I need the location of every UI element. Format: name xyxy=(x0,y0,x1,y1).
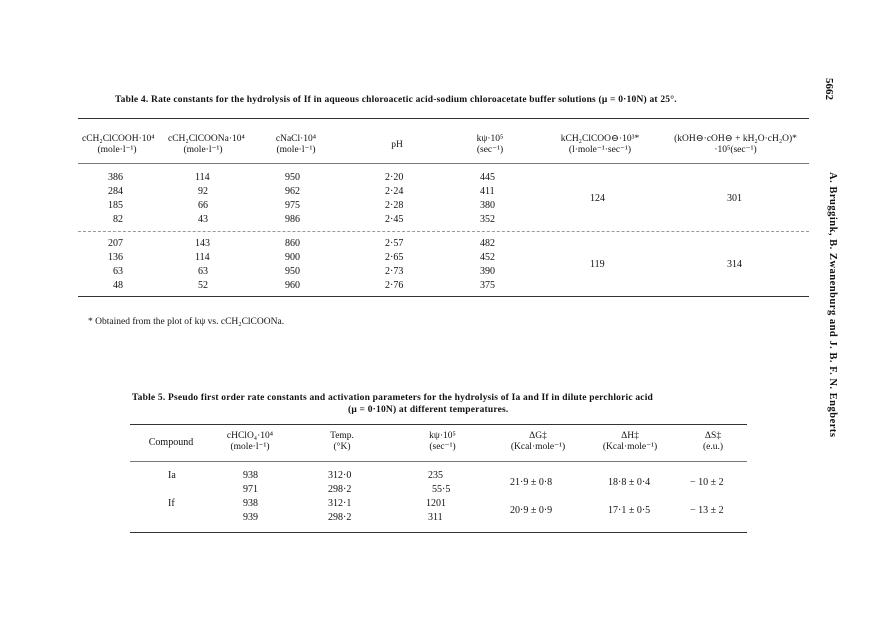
t5-cell: 298·2 xyxy=(328,484,352,495)
t4-col1-header: cCH₂ClCOOH·10⁴ (mole·l⁻¹) xyxy=(82,134,155,155)
t4-col6-header: kCH₂ClCOO⊖·10³* (l·mole⁻¹·sec⁻¹) xyxy=(560,134,640,155)
t4-group1-kw: 301 xyxy=(727,193,742,204)
t4-group2-k: 119 xyxy=(590,259,605,270)
t4-cell: 2·20 xyxy=(385,172,404,183)
t4-cell: 452 xyxy=(480,252,495,263)
t4-cell: 2·28 xyxy=(385,200,404,211)
table4-caption: Table 4. Rate constants for the hydrolysis of If in aqueous chloroacetic acid-sodium chloroacetate buffer solutions (μ = 0·10N) at 25°. xyxy=(115,95,677,105)
table4-group-divider xyxy=(78,231,809,232)
t5-col5-header: ΔG‡ (Kcal·mole⁻¹) xyxy=(510,431,566,452)
t4-cell: 82 xyxy=(113,214,123,225)
t5-if-dS: − 13 ± 2 xyxy=(690,505,724,516)
t5-cell: 971 xyxy=(243,484,258,495)
t4-cell: 52 xyxy=(198,280,208,291)
t4-cell: 986 xyxy=(285,214,300,225)
t5-cell: 311 xyxy=(428,512,443,523)
t4-col2-header: cCH₂ClCOONa·10⁴ (mole·l⁻¹) xyxy=(168,134,245,155)
table5-header-rule xyxy=(130,461,747,462)
t4-cell: 143 xyxy=(195,238,210,249)
t4-cell: 92 xyxy=(198,186,208,197)
t5-cell: If xyxy=(168,498,175,509)
t5-cell: 235 xyxy=(428,470,443,481)
t5-if-dH: 17·1 ± 0·5 xyxy=(608,505,651,516)
t4-cell: 962 xyxy=(285,186,300,197)
t4-cell: 66 xyxy=(198,200,208,211)
table5-caption-line2: (μ = 0·10N) at different temperatures. xyxy=(348,405,509,415)
t4-cell: 2·76 xyxy=(385,280,404,291)
t4-cell: 352 xyxy=(480,214,495,225)
t4-cell: 48 xyxy=(113,280,123,291)
t5-cell: Ia xyxy=(168,470,176,481)
t4-cell: 975 xyxy=(285,200,300,211)
t4-cell: 482 xyxy=(480,238,495,249)
t4-group1-k: 124 xyxy=(590,193,605,204)
t4-cell: 900 xyxy=(285,252,300,263)
t4-cell: 114 xyxy=(195,172,210,183)
t5-cell: 938 xyxy=(243,498,258,509)
t5-cell: 312·1 xyxy=(328,498,352,509)
t5-cell: 939 xyxy=(243,512,258,523)
t4-cell: 2·65 xyxy=(385,252,404,263)
table4-bottom-rule xyxy=(78,296,809,297)
t5-col7-header: ΔS‡ (e.u.) xyxy=(702,431,724,452)
t4-cell: 375 xyxy=(480,280,495,291)
t4-group2-kw: 314 xyxy=(727,259,742,270)
t5-cell: 55·5 xyxy=(432,484,451,495)
t4-cell: 860 xyxy=(285,238,300,249)
t4-cell: 445 xyxy=(480,172,495,183)
t4-col7-header: (kOH⊖·cOH⊖ + kH₂O·cH₂O)* ·10⁵(sec⁻¹) xyxy=(674,134,797,155)
table4-top-rule xyxy=(78,118,809,119)
t4-col4-header: pH xyxy=(391,140,403,150)
t4-cell: 63 xyxy=(113,266,123,277)
table4-footnote: * Obtained from the plot of kψ vs. cCH₂ClCOONa. xyxy=(88,317,285,327)
running-head: A. Bruggink, B. Zwanenburg and J. B. F. N. Engberts xyxy=(827,172,838,438)
t4-cell: 43 xyxy=(198,214,208,225)
t5-cell: 938 xyxy=(243,470,258,481)
t4-cell: 2·24 xyxy=(385,186,404,197)
t4-cell: 390 xyxy=(480,266,495,277)
t4-cell: 2·57 xyxy=(385,238,404,249)
table5-caption-line1: Table 5. Pseudo first order rate constants and activation parameters for the hydrolysis of Ia and If in dilute perchloric acid xyxy=(132,393,654,403)
t4-col3-header: cNaCl·10⁴ (mole·l⁻¹) xyxy=(275,134,317,155)
t5-cell: 298·2 xyxy=(328,512,352,523)
t5-cell: 1201 xyxy=(426,498,446,509)
table4-header-rule xyxy=(78,163,809,164)
t4-cell: 2·45 xyxy=(385,214,404,225)
t4-cell: 950 xyxy=(285,172,300,183)
t4-cell: 136 xyxy=(108,252,123,263)
t5-col1-header: Compound xyxy=(148,437,194,448)
t4-cell: 284 xyxy=(108,186,123,197)
table5-bottom-rule xyxy=(130,532,747,533)
t5-col4-header: kψ·10⁵ (sec⁻¹) xyxy=(429,431,456,452)
t4-cell: 411 xyxy=(480,186,495,197)
t5-cell: 312·0 xyxy=(328,470,352,481)
t5-if-dG: 20·9 ± 0·9 xyxy=(510,505,553,516)
t5-ia-dG: 21·9 ± 0·8 xyxy=(510,477,553,488)
t4-col5-header: kψ·10⁵ (sec⁻¹) xyxy=(476,134,504,155)
t5-ia-dH: 18·8 ± 0·4 xyxy=(608,477,651,488)
t4-cell: 960 xyxy=(285,280,300,291)
t5-col6-header: ΔH‡ (Kcal·mole⁻¹) xyxy=(602,431,658,452)
t4-cell: 950 xyxy=(285,266,300,277)
t4-cell: 386 xyxy=(108,172,123,183)
t4-cell: 185 xyxy=(108,200,123,211)
t4-cell: 114 xyxy=(195,252,210,263)
t4-cell: 207 xyxy=(108,238,123,249)
t5-ia-dS: − 10 ± 2 xyxy=(690,477,724,488)
t5-col2-header: cHClO₄·10⁴ (mole·l⁻¹) xyxy=(226,431,274,452)
table5-top-rule xyxy=(130,424,747,425)
t5-col3-header: Temp. (°K) xyxy=(330,431,354,452)
t4-cell: 63 xyxy=(198,266,208,277)
t4-cell: 380 xyxy=(480,200,495,211)
t4-cell: 2·73 xyxy=(385,266,404,277)
page-number: 5662 xyxy=(823,78,835,100)
